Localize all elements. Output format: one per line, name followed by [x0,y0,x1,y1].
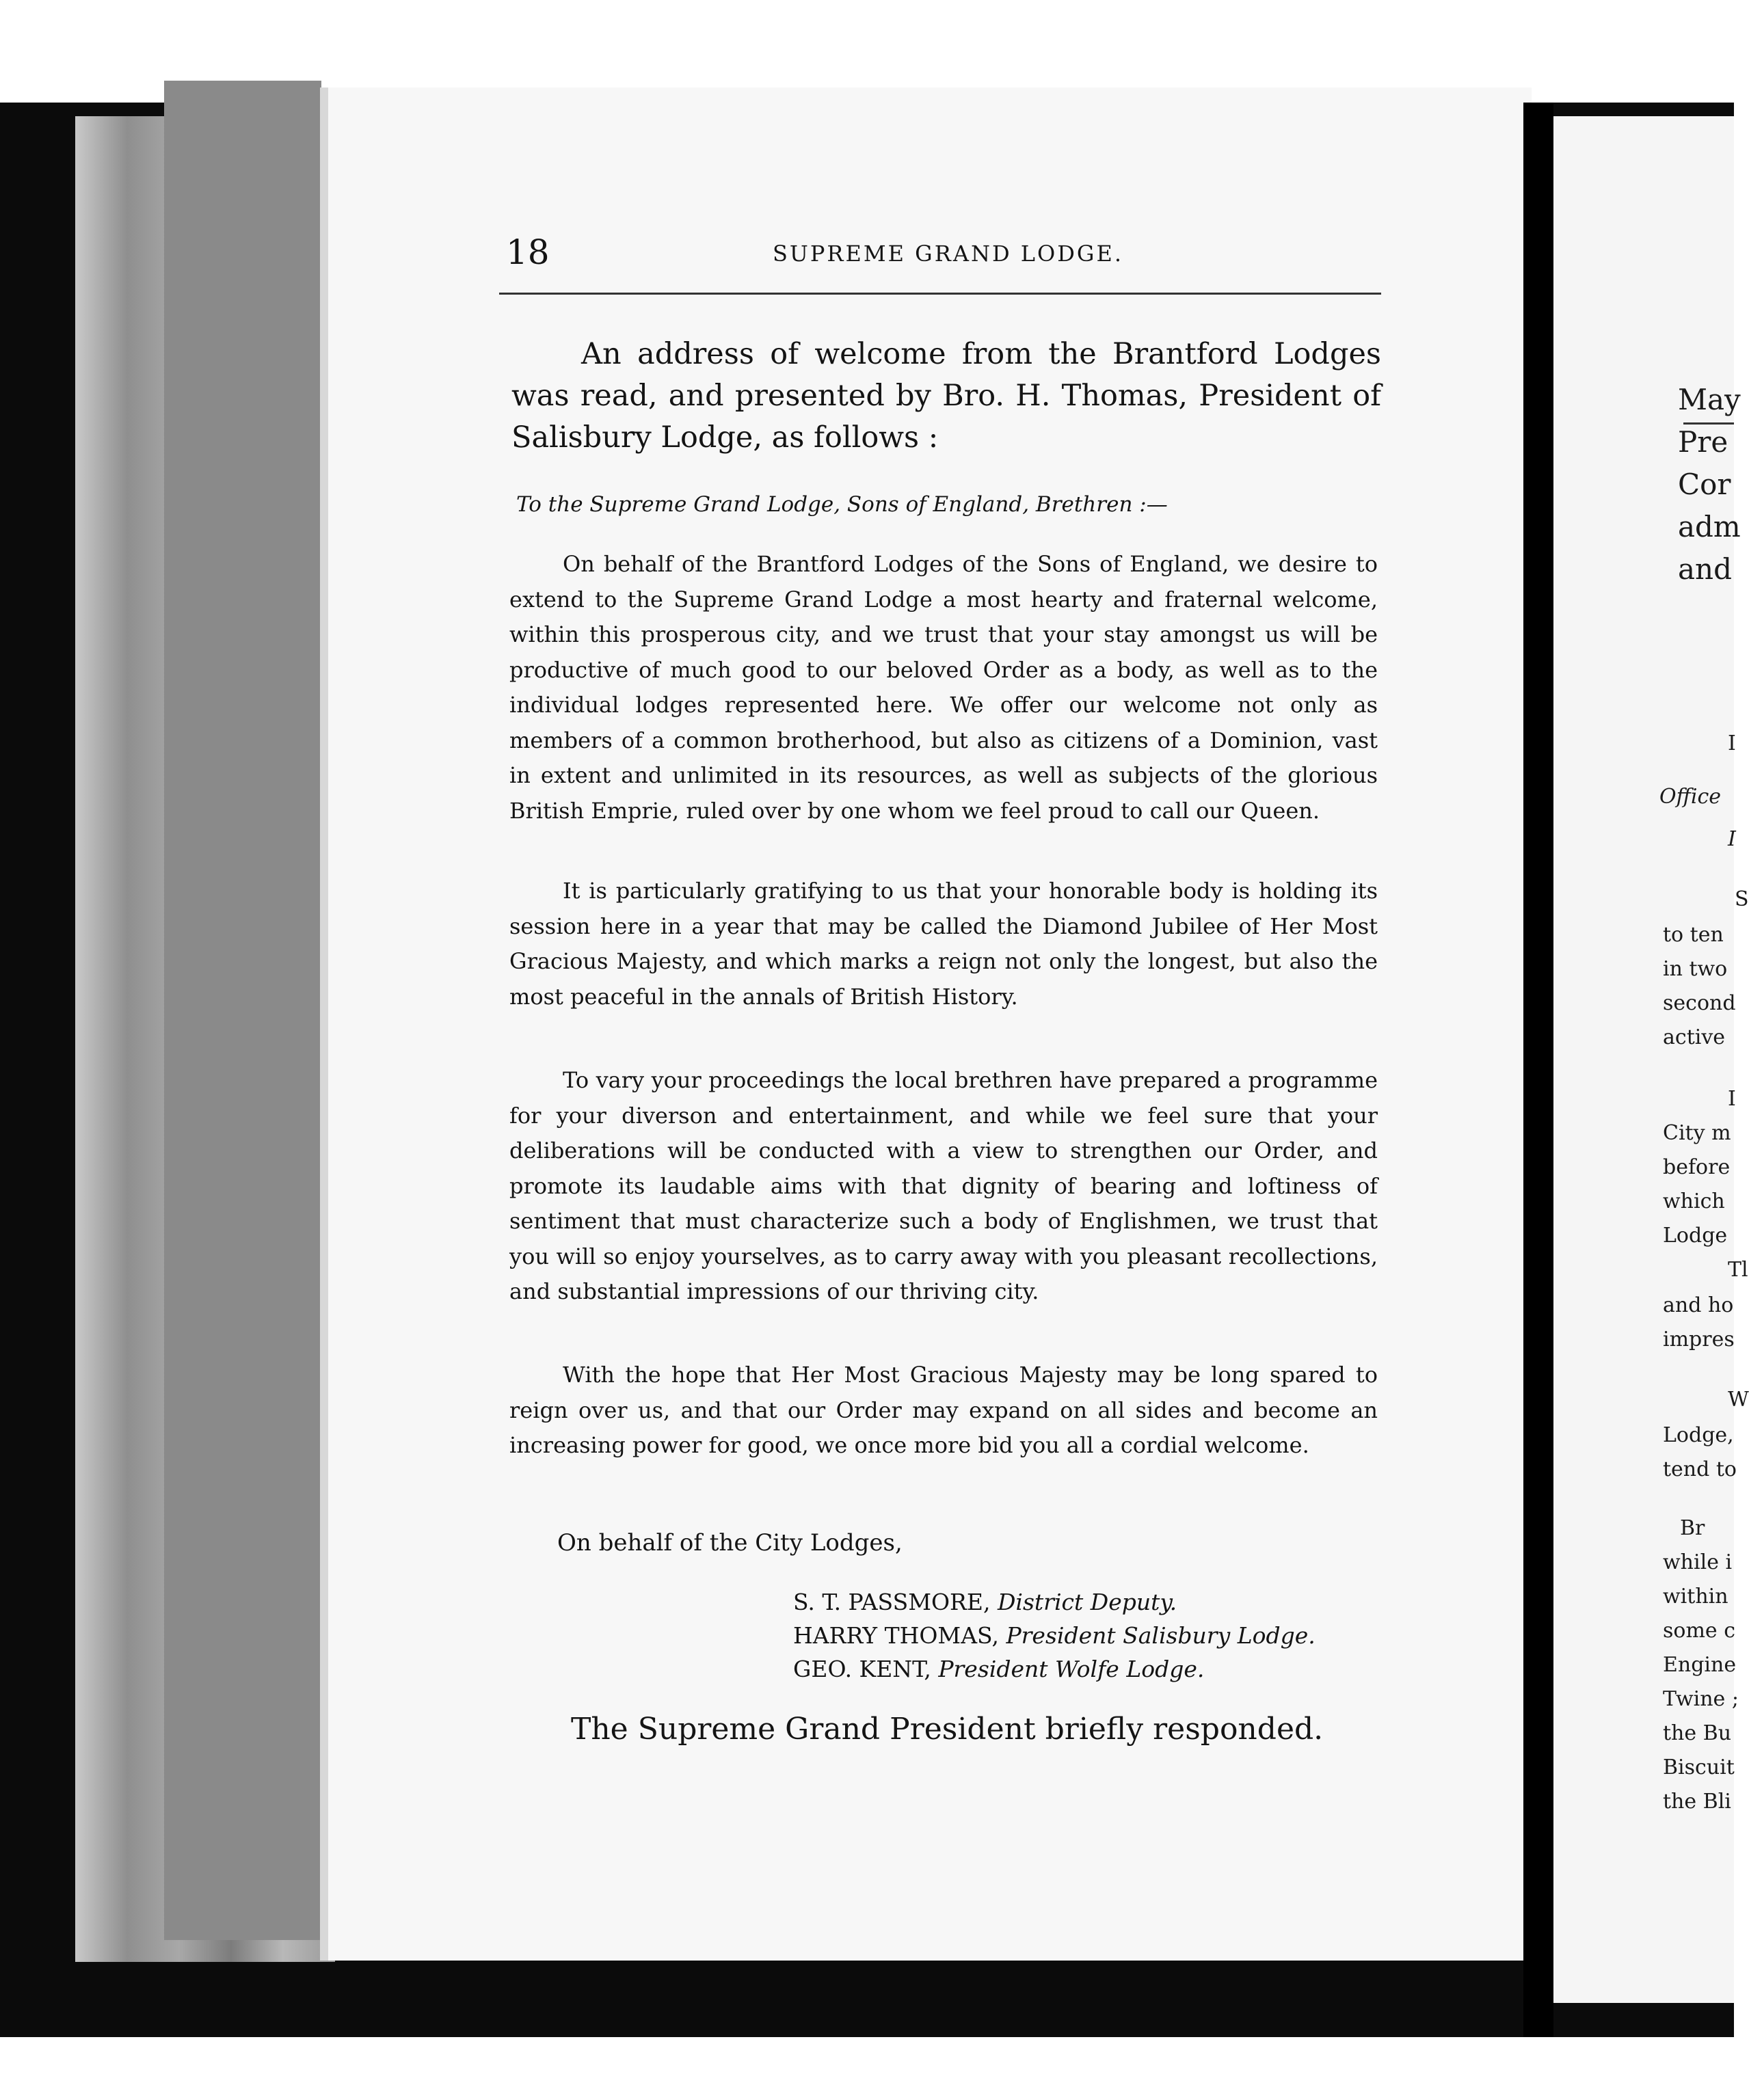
right-page-fragment: Lodge [1663,1224,1728,1248]
signatory-name: GEO. KENT, [793,1656,931,1682]
letter-paragraph [509,547,1378,829]
right-page-fragment: Engine [1663,1653,1737,1677]
right-page-fragment: Office [1659,785,1721,809]
right-page-fragment: Cor [1678,468,1731,501]
paragraph-text: It is particularly gratifying to us that your honorable body is holding its session here in a year that may be called the Diamond Jubilee of Her Most Gracious Majesty, and which marks a reign not only the longest, but also the most peaceful in the annals of British History. [509,878,1378,1010]
letter-paragraph [509,1358,1378,1464]
signatory-title: President Salisbury Lodge. [1006,1622,1316,1649]
right-page-fragment: some c [1663,1619,1735,1643]
right-page-fragment: before [1663,1155,1731,1179]
right-page-fragment: second [1663,991,1736,1015]
header-rule [499,293,1381,295]
right-page-fragment: within [1663,1585,1728,1608]
right-page-fragment: Pre [1678,425,1728,459]
right-page-fragment: Br [1680,1516,1705,1540]
right-page-fragment: Twine ; [1663,1687,1739,1711]
right-page [1553,116,1749,2003]
signatory [793,1589,1177,1615]
right-page-fragment: Biscuit [1663,1755,1735,1779]
page-number: 18 [506,232,550,272]
right-page-fragment: in two [1663,957,1728,981]
right-page-fragment: active [1663,1025,1726,1049]
signatory [793,1622,1316,1649]
right-page-fragment: while i [1663,1550,1733,1574]
running-head [506,232,1381,273]
right-page-fragment: Lodge, [1663,1423,1734,1447]
signatory-title: District Deputy. [997,1589,1177,1615]
right-page-fragment: May [1678,383,1741,416]
right-page-fragment: Tl [1728,1258,1748,1282]
right-page-fragment: W [1728,1388,1749,1412]
paragraph-text: On behalf of the Brantford Lodges of the Sons of England, we desire to extend to the Supreme Grand Lodge a most hearty and fraternal welcome, within this prosperous city, and we trust that your stay amongst us will be productive of much good to our beloved Order as a body, as well as to the individual lodges represented here. We offer our welcome not only as members of a common brotherhood, but also as citizens of a Dominion, vast in extent and unlimited in its resources, as well as subjects of the glorious British Emprie, ruled over by one whom we feel proud to call our Queen. [509,551,1378,824]
right-page-fragment: adm [1678,510,1741,543]
right-page-fragment: I [1728,1087,1736,1111]
right-header-rule [1683,422,1734,425]
salutation: To the Supreme Grand Lodge, Sons of England, Brethren :— [516,492,1168,517]
right-page-fragment: I [1728,731,1736,755]
right-page-fragment: tend to [1663,1457,1737,1481]
right-page-fragment: the Bli [1663,1790,1731,1814]
running-title: SUPREME GRAND LODGE. [773,241,1123,267]
response-line: The Supreme Grand President briefly responded. [571,1712,1324,1747]
signatory-title: President Wolfe Lodge. [938,1656,1205,1682]
film-margin-bottom [0,2037,1734,2100]
closing-line: On behalf of the City Lodges, [557,1529,903,1557]
right-page-fragment: and ho [1663,1293,1734,1317]
paragraph-text: With the hope that Her Most Gracious Majesty may be long spared to reign over us, and that our Order may expand on all sides and become an increasing power for good, we once more bid you all a cordial welcome. [509,1362,1378,1458]
signatory-name: S. T. PASSMORE, [793,1589,991,1615]
right-page-fragment: impres [1663,1328,1735,1351]
page-stack-edge [164,81,321,1940]
signatory [793,1656,1204,1682]
right-page-fragment: which [1663,1189,1725,1213]
right-page-fragment: the Bu [1663,1721,1732,1745]
letter-paragraph [509,874,1378,1014]
right-page-fragment: City m [1663,1121,1731,1145]
signatory-name: HARRY THOMAS, [793,1622,999,1649]
paragraph-text: To vary your proceedings the local brethren have prepared a programme for your diverson and entertainment, and while we feel sure that your deliberations will be conducted with a view to strengthen our Order, and promote its laudable aims with that dignity of bearing and loftiness of sentiment that must characterize such a body of Englishmen, we trust that you will so enjoy yourselves, as to carry away with you pleasant recollections, and substantial impressions of our thriving city. [509,1067,1378,1304]
intro-paragraph [511,334,1381,459]
right-page-fragment: and [1678,552,1732,586]
book-gutter [1523,103,1553,2037]
intro-text: An address of welcome from the Brantford Lodges was read, and presented by Bro. H. Thomas, President of Salisbury Lodge, as follows : [511,337,1381,455]
right-page-fragment: S [1735,887,1749,911]
letter-paragraph [509,1063,1378,1310]
right-page-fragment: to ten [1663,923,1724,947]
right-page-fragment: I [1728,827,1736,851]
